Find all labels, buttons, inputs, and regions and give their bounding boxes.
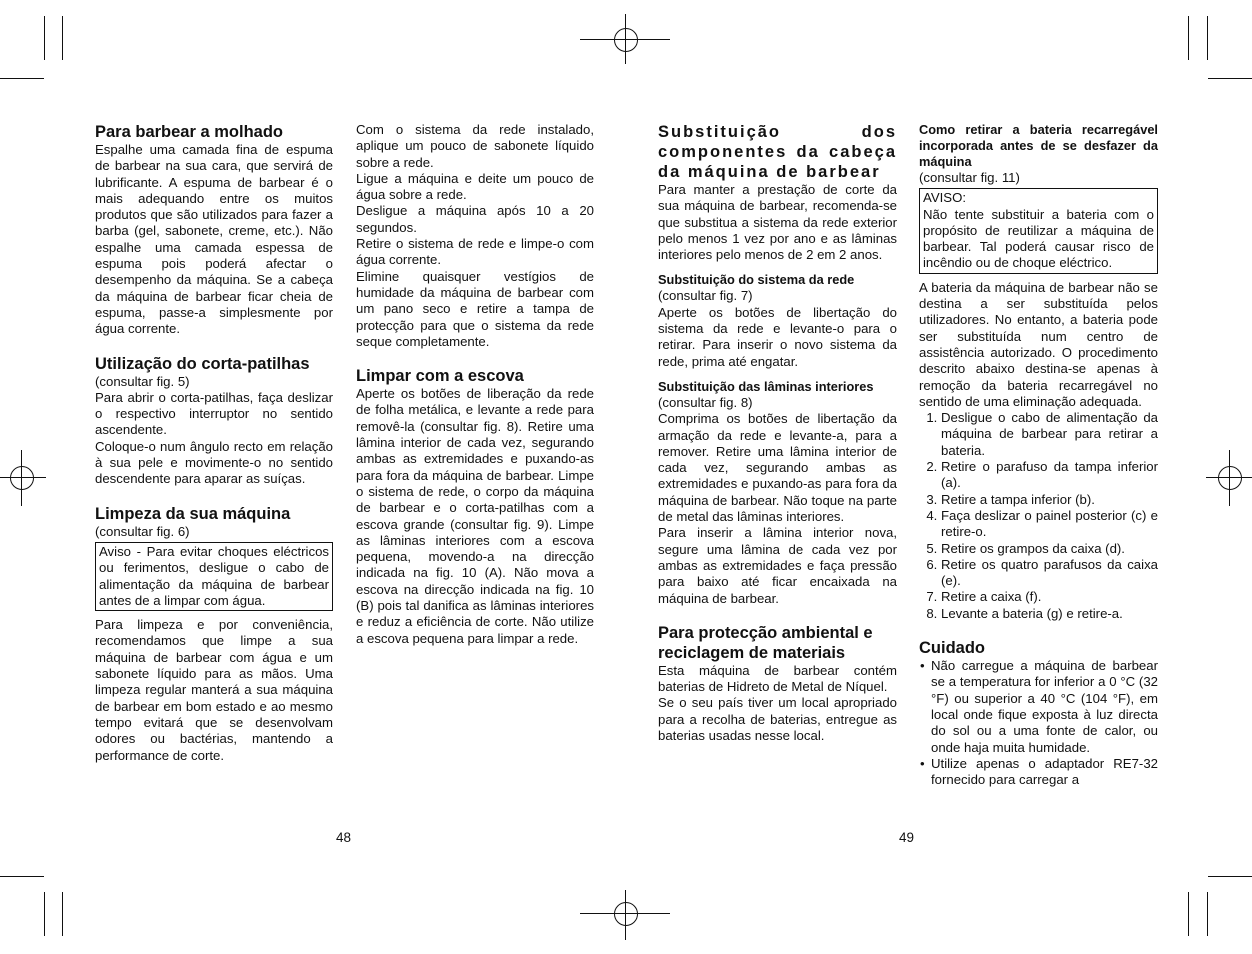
- trimmer-ref: (consultar fig. 5): [95, 373, 190, 389]
- cleaning-warning-box: [95, 542, 333, 611]
- cleaning-text: Para limpeza e por conveniência, recomendamos que limpe a sua máquina de barbear com água e um sabonete líquido para as mãos. Uma limpeza regular manterá a sua máquina de barbear em bom estado e ao mesmo tempo evitará que se desenvolvam odores ou bactérias, mantendo a performance de corte.: [95, 617, 333, 763]
- blades-text-2: Para inserir a lâmina interior nova, segure uma lâmina de cada vez por ambas as extremidades e faça pressão para baixo até ficar encaixada na máquina de barbear.: [658, 525, 897, 606]
- list-item: • Utilize apenas o adaptador RE7-32 fornecido para carregar a: [931, 756, 1158, 789]
- net-ref: (consultar fig. 7): [658, 288, 753, 304]
- column-1: [95, 122, 333, 764]
- section-title-care: Cuidado: [919, 639, 985, 658]
- section-title-wet-shave: Para barbear a molhado: [95, 123, 283, 141]
- cleaning-step-2: Ligue a máquina e deite um pouco de água sobre a rede.: [356, 170, 594, 203]
- cleaning-warning-text: Aviso - Para evitar choques eléctricos ou ferimentos, desligue o cabo de alimentação da máquina de barbear antes de a limpar com água.: [99, 543, 329, 608]
- subtitle-net-replacement: Substituição do sistema da rede: [658, 272, 855, 288]
- list-item: 8. Levante a bateria (g) e retire-a.: [941, 606, 1158, 622]
- section-title-cleaning: Limpeza da sua máquina: [95, 504, 291, 523]
- page-number-right: 49: [899, 830, 915, 845]
- column-3: [658, 122, 897, 744]
- list-item: • Não carregue a máquina de barbear se a temperatura for inferior a 0 °C (32 °F) ou superior a 40 °C (104 °F), em local onde fique exposta à luz directa do sol ou a uma fonte de calor, ou onde haja muita humidade.: [931, 658, 1158, 756]
- trimmer-text-2: Coloque-o num ângulo recto em relação à sua pele e movimente-o no sentido descendente para aparar as suíças.: [95, 438, 333, 487]
- subtitle-battery-removal: Como retirar a bateria recarregável incorporada antes de se desfazer da máquina: [919, 122, 1158, 169]
- cleaning-step-5: Elimine quaisquer vestígios de humidade da máquina de barbear com um pano seco e retire a tampa de protecção para que o sistema da rede seque completamente.: [356, 268, 594, 349]
- battery-warning-text: Não tente substituir a bateria com o propósito de reutilizar a máquina de barbear. Tal poderá causar risco de incêndio ou de choque eléctrico.: [923, 206, 1154, 271]
- wet-shave-text: Espalhe uma camada fina de espuma de barbear na sua cara, que servirá de lubrificante. A espuma de barbear é o mais adequando entre os muitos produtos que são utilizados para fazer a barba (gel, sabonete, creme, etc.). Não espalhe uma camada espessa de espuma pois poderá afectar o desempenho da máquina. Se a cabeça da máquina de barbear ficar cheia de espuma, passe-a simplesmente por água corrente.: [95, 142, 333, 337]
- list-item: 1. Desligue o cabo de alimentação da máquina de barbear para retirar a bateria.: [941, 410, 1158, 459]
- section-title-trimmer: Utilização do corta-patilhas: [95, 354, 310, 373]
- environment-text-1: Esta máquina de barbear contém baterias de Hidreto de Metal de Níquel.: [658, 662, 897, 695]
- battery-warning-box: [919, 188, 1158, 273]
- replacement-text: Para manter a prestação de corte da sua máquina de barbear, recomenda-se que substitua a sistema da rede exterior pelo menos 1 vez por ano e as lâminas interiores pelo menos de 2 em 2 anos.: [658, 182, 897, 263]
- care-list: [919, 658, 1158, 788]
- trimmer-text-1: Para abrir o corta-patilhas, faça deslizar o respectivo interruptor no sentido ascendente.: [95, 389, 333, 438]
- net-text: Aperte os botões de libertação do sistema da rede e levante-o para o retirar. Para inserir o novo sistema da rede, prima até engatar.: [658, 304, 897, 369]
- list-item: 4. Faça deslizar o painel posterior (c) e retire-o.: [941, 508, 1158, 541]
- cleaning-step-1: Com o sistema da rede instalado, aplique um pouco de sabonete líquido sobre a rede.: [356, 122, 594, 170]
- subtitle-blades-replacement: Substituição das lâminas interiores: [658, 378, 874, 394]
- column-4: [919, 122, 1158, 788]
- brush-text: Aperte os botões de liberação da rede de folha metálica, e levante a rede para removê-la (consultar fig. 8). Retire uma lâmina interior de cada vez, segurando ambas as extremidades e puxando-as para fora da máquina de barbear. Limpe o sistema de rede, o corpo da máquina de barbear e o corta-patilhas com a escova grande (consultar fig. 9). Limpe as lâminas interiores com a escova pequena, movendo-a na direcção indicada na fig. 10 (A). Não mova a escova na direcção indicada na fig. 10 (B) pois tal danifica as lâminas interiores e reduz a eficiência de corte. Não utilize a escova pequena para limpar a rede.: [356, 386, 594, 646]
- list-item: 6. Retire os quatro parafusos da caixa (e).: [941, 557, 1158, 590]
- page-number-left: 48: [336, 830, 352, 845]
- list-item: 2. Retire o parafuso da tampa inferior (a).: [941, 459, 1158, 492]
- cleaning-step-4: Retire o sistema de rede e limpe-o com água corrente.: [356, 236, 594, 268]
- battery-steps-list: [919, 410, 1158, 622]
- environment-text-2: Se o seu país tiver um local apropriado para a recolha de baterias, entregue as baterias usadas nesse local.: [658, 695, 897, 744]
- battery-text: A bateria da máquina de barbear não se destina a ser substituída pelos utilizadores. No entanto, a bateria pode ser substituída num centro de assistência autorizado. O procedimento descrito abaixo destina-se apenas à remoção da bateria recarregável no sentido de uma eliminação adequada.: [919, 279, 1158, 409]
- battery-ref: (consultar fig. 11): [919, 170, 1020, 185]
- section-title-brush: Limpar com a escova: [356, 367, 524, 386]
- battery-warning-title: AVISO:: [923, 190, 966, 206]
- blades-text-1: Comprima os botões de libertação da armação da rede e levante-a, para a remover. Retire uma lâmina interior de cada vez, segurando ambas as extremidades e puxando-as para fora da máquina de barbear. Não toque na parte de metal das lâminas interiores.: [658, 411, 897, 525]
- cleaning-ref: (consultar fig. 6): [95, 523, 190, 539]
- blades-ref: (consultar fig. 8): [658, 394, 753, 410]
- cleaning-step-3: Desligue a máquina após 10 a 20 segundos.: [356, 203, 594, 235]
- section-title-environment: Para protecção ambiental e reciclagem de materiais: [658, 623, 873, 662]
- list-item: 3. Retire a tampa inferior (b).: [941, 492, 1158, 508]
- list-item: 7. Retire a caixa (f).: [941, 589, 1158, 605]
- section-title-replacement: Substituição dos componentes da cabeça da máquina de barbear: [658, 123, 897, 181]
- column-2: [356, 122, 594, 647]
- list-item: 5. Retire os grampos da caixa (d).: [941, 541, 1158, 557]
